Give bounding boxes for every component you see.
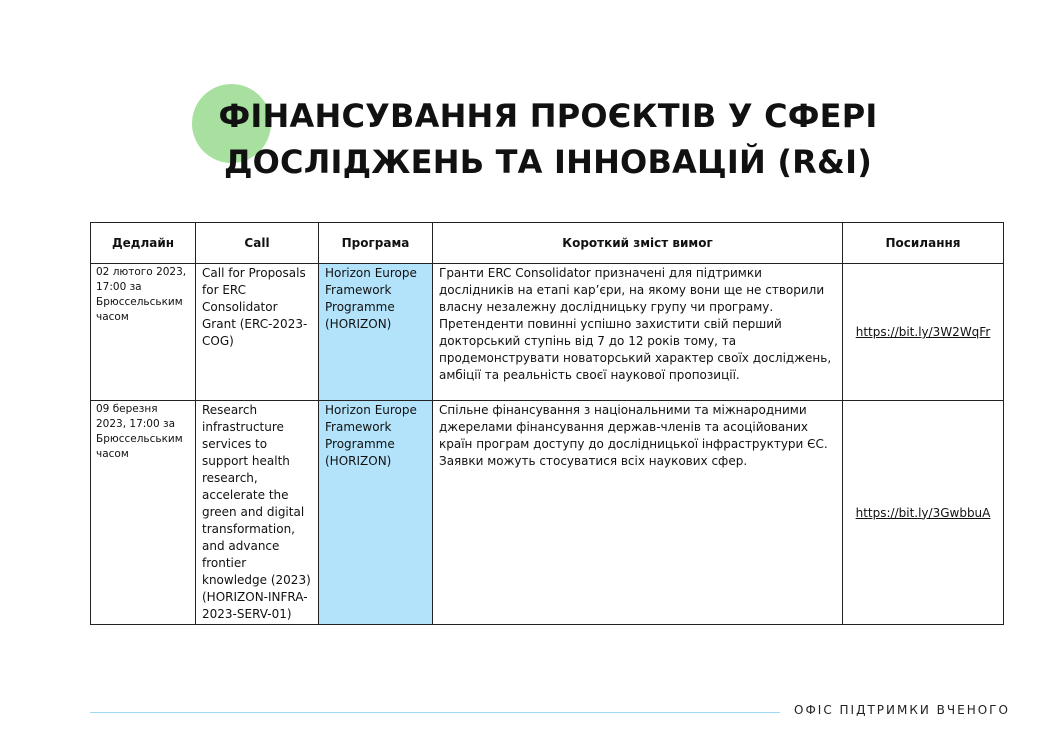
summary-cell: Спільне фінансування з національними та міжнародними джерелами фінансування держав-членів та асоційованих країн програм доступу до дослідницької інфраструктури ЄС. Заявки можуть стосуватися всіх наукових сфер.: [433, 401, 843, 625]
table-row: [91, 264, 1004, 401]
table-header-row: [91, 223, 1004, 264]
link-cell: [843, 401, 1004, 625]
header-call: Call: [196, 223, 319, 264]
summary-cell: Гранти ERC Consolidator призначені для підтримки дослідників на етапі кар’єри, на якому вони ще не створили власну незалежну дослідницьку групу чи програму. Претенденти повинні успішно захистити свій перший докторський ступінь від 7 до 12 років тому, та продемонструвати новаторський характер своїх досліджень, амбіції та реальність своєї наукової пропозиції.: [433, 264, 843, 401]
call-cell: Research infrastructure services to support health research, accelerate the green and digital transformation, and advance frontier knowledge (2023) (HORIZON-INFRA-2023-SERV-01): [196, 401, 319, 625]
call-cell: Call for Proposals for ERC Consolidator Grant (ERC-2023-COG): [196, 264, 319, 401]
header-link: Посилання: [843, 223, 1004, 264]
program-cell: Horizon Europe Framework Programme (HORIZON): [319, 264, 433, 401]
header-deadline: Дедлайн: [91, 223, 196, 264]
call-link[interactable]: https://bit.ly/3W2WqFr: [855, 325, 991, 339]
program-cell: Horizon Europe Framework Programme (HORIZON): [319, 401, 433, 625]
footer-divider: [90, 712, 780, 713]
page-title: [150, 93, 946, 185]
table-row: [91, 401, 1004, 625]
page-title-line-1: ФІНАНСУВАННЯ ПРОЄКТІВ У СФЕРІ: [218, 97, 878, 135]
footer-label: ОФІС ПІДТРИМКИ ВЧЕНОГО: [794, 703, 1010, 717]
call-link[interactable]: https://bit.ly/3GwbbuA: [855, 505, 991, 520]
deadline-cell: 02 лютого 2023, 17:00 за Брюссельським часом: [91, 264, 196, 401]
page-title-line-2: ДОСЛІДЖЕНЬ ТА ІННОВАЦІЙ (R&I): [223, 143, 873, 181]
header-program: Програма: [319, 223, 433, 264]
header-summary: Короткий зміст вимог: [433, 223, 843, 264]
link-cell: [843, 264, 1004, 401]
deadline-cell: 09 березня 2023, 17:00 за Брюссельським часом: [91, 401, 196, 625]
grants-table: [90, 222, 1004, 625]
